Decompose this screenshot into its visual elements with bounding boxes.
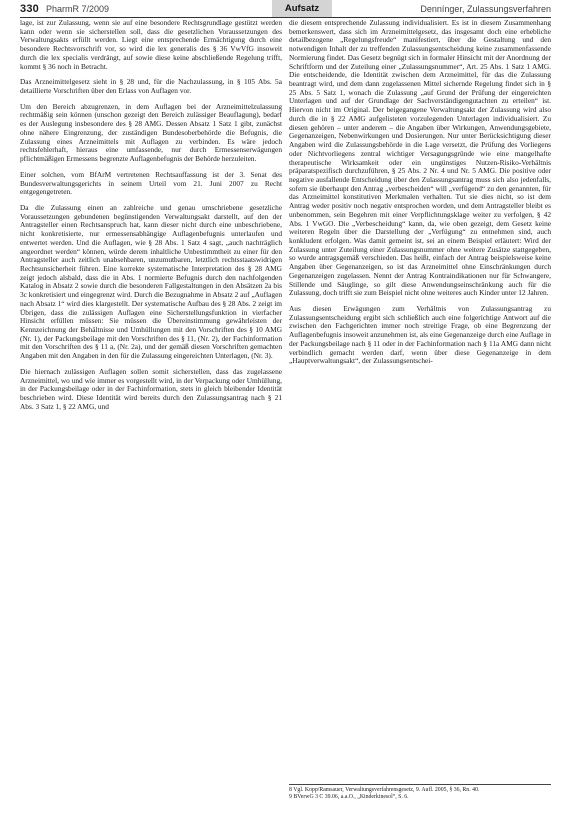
paragraph: die diesem entsprechende Zulassung individualisiert. Es ist in diesem Zusammenhang bemerkenswert, dass sich im Arzneimittelgesetz, das insgesamt doch eine erhebliche detailbezogene „Regelungsfreude“ manifestiert, über die Gestaltung und den notwendigen Inhalt der zu treffenden Zulassungsentscheidung keine zusammenfassende Normierung findet. Das Gesetz begnügt sich in formaler Hinsicht mit der Anordnung der Schriftform und der Zuteilung einer „Zulassungsnummer“, Art. 25 Abs. 1 Satz 1 AMG. Die entscheidende, die Identität zwischen dem Arzneimittel, für das die Zulassung beantragt wird, und dem dann zugelassenen Mittel sichernde Regelung findet sich in § 25 Abs. 5 Satz 1, wonach die Zulassung „auf Grund der Prüfung der eingereichten Unterlagen und auf der Grundlage der Sachverständigengutachten zu erteilen“ ist. Hiervon nicht im Original. Der beigegangene Verwaltungsakt der Zulassung wird also durch die in § 22 AMG aufgelisteten vorzulegenden Unterlagen individualisiert. Zu diesen gehören – unter anderem – die Angaben über Wirkungen, Anwendungsgebiete, Gegenanzeigen, Nebenwirkungen und Dosierungen. Nur unter Berücksichtigung dieser Angaben wird die Zulassungsbehörde in die Lage versetzt, die Prüfung des Vorliegens oder Nichtvorliegens zentral wichtiger Versagungsgründe wie eine mangelhafte therapeutische Wirksamkeit oder ein ungünstiges Nutzen-Risiko-Verhältnis präparatspezifisch durchzuführen, § 25 Abs. 2 Nr. 4 und Nr. 5 AMG. Die positive oder negative ausfallende Entscheidung über den Zulassungsantrag muss sich also jedenfalls, sofern sie überhaupt den Antrag „verbescheiden“ will „verfügend“ zu den genannten, für das Arzneimittel konstitutiven Merkmalen verhalten. Tut sie dies nicht, so ist dem Antrag weder positiv noch negativ entsprochen worden, und dem Antragsteller bleibt es unbenommen, sein Begehren mit einer Verpflichtungsklage weiter zu verfolgen, § 42 Abs. 1 VwGO. Die „Verbescheidung“ kann, da, wie oben gezeigt, dem Gesetz keine weiteren Regeln über die Darstellung der „Verfügung“ zu entnehmen sind, auch konkludent erfolgen. Was damit gemeint ist, sei an einem Beispiel erläutert: Wird der Zulassung unter Zuteilung einer Zulassungsnummer ohne weitere Zusätze stattgegeben, so wurde antragsgemäß verschieden. Das heißt, einfach der Antrag beispielsweise keine Angaben über Gegenanzeigen, so ist das Arzneimittel ohne Einschränkungen durch Gegenanzeigen zugelassen. Nennt der Antrag Kontraindikationen nur für Schwangere, Stillende und Säuglinge, so gilt diese Anwendungseinschränkung auch für die Zulassung, doch trifft sie zum Beispiel nicht ohne weiteres auch Kinder unter 12 Jahren. — [289, 19, 551, 298]
paragraph: Das Arzneimittelgesetz sieht in § 28 und, für die Nachzulassung, in § 105 Abs. 5a detaillierte Vorschriften über den Erlass von Auflagen vor. — [20, 77, 282, 96]
paragraph: Aus diesen Erwägungen zum Verhältnis von Zulassungsantrag zu Zulassungsentscheidung ergibt sich schließlich auch eine folgerichtige Antwort auf die zwischen den Fachgerichten immer noch streitige Frage, ob eine Begrenzung der Auflagenbefugnis insoweit anzunehmen ist, als eine Gegenanzeige durch eine Auflage in der Packungsbeilage nach § 11 oder in der Fachinformation nach § 11a AMG dann nicht verbindlich gemacht werden darf, wenn über diese Gegenanzeige in dem „Hauptverwaltungsakt“, der Zulassungsentschei- — [289, 304, 551, 366]
footnote: 9 BVerwG 3 C 39.06, a.a.O., „Kinderkinesol“, S. 6. — [289, 794, 409, 800]
article-running-title: Dennínger, Zulassungsverfahren — [420, 4, 551, 14]
page-number: 330 — [20, 3, 39, 15]
journal-issue: PharmR 7/2009 — [46, 4, 110, 14]
running-header — [20, 0, 551, 18]
footnotes — [289, 784, 551, 801]
paragraph: Einer solchen, vom BfArM vertretenen Rechtsauffassung ist der 3. Senat des Bundesverwaltungsgerichts in seinem Urteil vom 21. Juni 2007 zu Recht entgegengetreten. — [20, 169, 282, 197]
right-column — [289, 19, 551, 809]
section-tab: Aufsatz — [272, 0, 332, 17]
paragraph: Da die Zulassung einen an zahlreiche und genau umschriebene gesetzliche Voraussetzungen gebundenen begünstigenden Verwaltungsakt darstellt, auf den der Antragsteller einen Rechtsanspruch hat, kann dieser nicht durch eine unbeschriebene, nicht konkretisierte, nur ermessensabhängige Auflagenbefugnis unterlaufen und entwertet werden. Und die Auflagen, wie § 28 Abs. 1 Satz 4 sagt, „auch nachträglich angeordnet werden“ können, würde derem inhaltliche Unbestimmtheit zu einer für den Antragsteller auch zeitlich unabsehbaren, unzumutbaren, letztlich rechtsstaatswidrigen Rechtsunsicherheit führen. Eine korrekte systematische Interpretation des § 28 AMG zeigt jedoch alsbald, dass die in Abs. 1 normierte Befugnis durch den nachfolgenden Katalog in Absatz 2 sowie durch die besonderen Fallgestaltungen in den Absätzen 2a bis 3c konkretisiert und eingegrenzt wird. Durch die Bezugnahme in Absatz 2 auf „Auflagen nach Absatz 1“ wird dies klargestellt. Der systematische Aufbau des § 28 Abs. 2 zeigt im Übrigen, dass die zulässigen Auflagen eine Sicherstellungsfunktion in vierfacher Hinsicht erfüllen müssen: Sie müssen die Übereinstimmung gewährleisten der Kennzeichnung der Behältnisse und Umhüllungen mit den Vorschriften des § 10 AMG (Nr. 1), der Packungsbeilage mit den Vorschriften des § 11, (Nr. 2), der Fachinformation mit den Vorschriften des § 11 a, (Nr. 2a), und der gemäß diesen Vorschriften gemachten Angaben mit den Angaben in den für die Zulassung eingereichten Unterlagen, (Nr. 3). — [20, 202, 282, 361]
paragraph: Die hiernach zulässigen Auflagen sollen somit sicherstellen, dass das zugelassene Arzneimittel, wo und wie immer es vorgestellt wird, in der Verpackung oder Umhüllung, in der Packungsbeilage oder in der Fachinformation, stets in gleich bleibender Identität beschrieben wird. Diese Identität wird bereits durch den Zulassungsantrag nach § 21 Abs. 3 Satz 1, § 22 AMG, und — [20, 366, 282, 411]
left-column — [20, 19, 282, 809]
footnote: 8 Vgl. Kopp/Ramsauer, Verwaltungsverfahrensgesetz, 9. Aufl. 2005, § 36, Rn. 40. — [289, 787, 480, 793]
paragraph: Um den Bereich abzugrenzen, in dem Auflagen bei der Arzneimittelzulassung rechtmäßig sein können (unschon gezeigt den Bereich zulässiger Beauflagung), bedarf es der Auslegung insbesondere des § 28 AMG. Dessen Absatz 1 Satz 1 gibt, zunächst ohne nähere Eingrenzung, der zuständigen Bundesoberbehörde die Befugnis, die Zulassung eines Arzneimittels mit Auflagen zu verbinden. Es wäre jedoch rechtsfehlerhaft, hieraus eine umfassende, nur durch Ermessenserwägungen pflichtmäßigen Ermessens begrenzte Auflagenbefugnis der Behörde herzuleiten. — [20, 101, 282, 164]
paragraph: lage, ist zur Zulassung, wenn sie auf eine besondere Rechtsgrundlage gestützt werden kann oder wenn sie sicherstellen soll, dass die gesetzlichen Voraussetzungen des Verwaltungsakts erfüllt werden. Liegt eine entsprechende Ermächtigung durch eine besondere Rechtsvorschrift vor, so wird die lex generalis des § 36 VwVfG insoweit durch die lex specialis verdrängt, auf sowie diese keine abschließende Regelung trifft, kommt § 36 noch in Betracht. — [20, 19, 282, 71]
